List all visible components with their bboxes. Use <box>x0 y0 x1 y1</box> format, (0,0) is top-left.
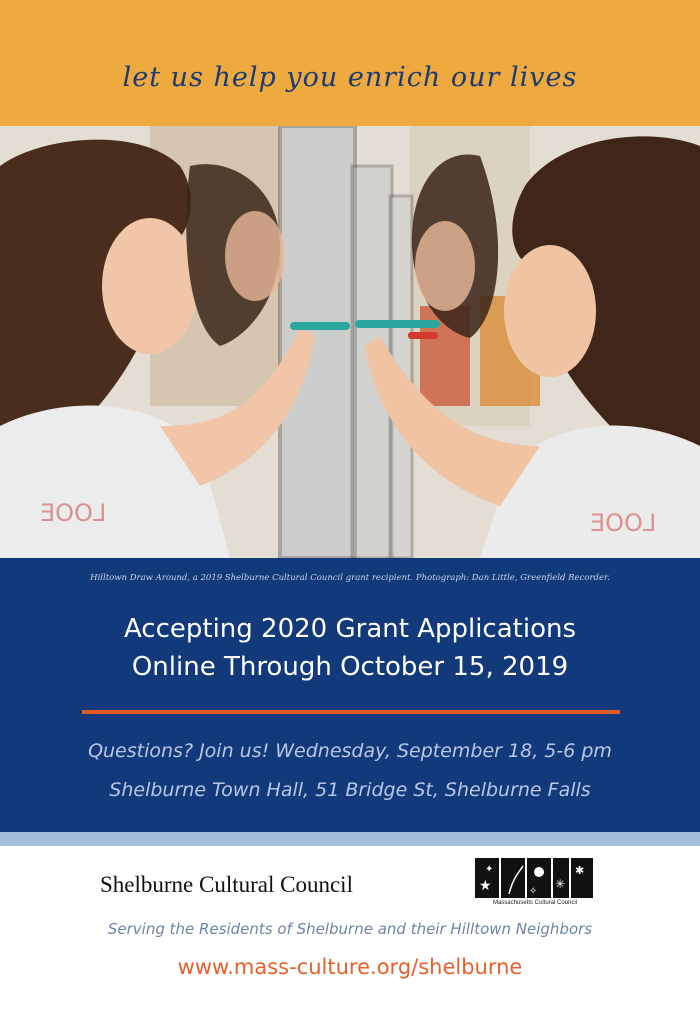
website-link[interactable]: www.mass-culture.org/shelburne <box>177 955 523 979</box>
headline-line-1: Accepting 2020 Grant Applications <box>123 614 577 644</box>
meeting-details: Questions? Join us! Wednesday, September 18, 5-6 pm <box>88 740 612 762</box>
divider-strip <box>0 832 700 846</box>
children-drawing-photo <box>0 126 700 558</box>
svg-text:✳: ✳ <box>555 877 566 891</box>
tagline: let us help you enrich our lives <box>122 62 578 93</box>
divider <box>82 710 620 714</box>
partner-logo-text: Massachusetts Cultural Council <box>492 900 578 906</box>
serving-statement: Serving the Residents of Shelburne and their Hilltown Neighbors <box>107 920 593 938</box>
organization-name: Shelburne Cultural Council <box>100 872 353 897</box>
svg-text:✱: ✱ <box>575 864 585 877</box>
svg-text:✦: ✦ <box>485 864 494 875</box>
svg-text:✧: ✧ <box>529 886 538 897</box>
svg-text:★: ★ <box>479 878 492 894</box>
svg-text:ƎOO⅃: ƎOO⅃ <box>40 499 107 527</box>
meeting-location: Shelburne Town Hall, 51 Bridge St, Shelburne Falls <box>109 779 591 801</box>
photo-illustration <box>0 126 700 558</box>
headline-line-2: Online Through October 15, 2019 <box>131 652 569 682</box>
svg-text:ƎOO⅃: ƎOO⅃ <box>590 509 657 537</box>
photo-caption: Hilltown Draw Around, a 2019 Shelburne Cultural Council grant recipient. Photograph: Dan Little, Greenfield Recorder. <box>90 573 610 583</box>
